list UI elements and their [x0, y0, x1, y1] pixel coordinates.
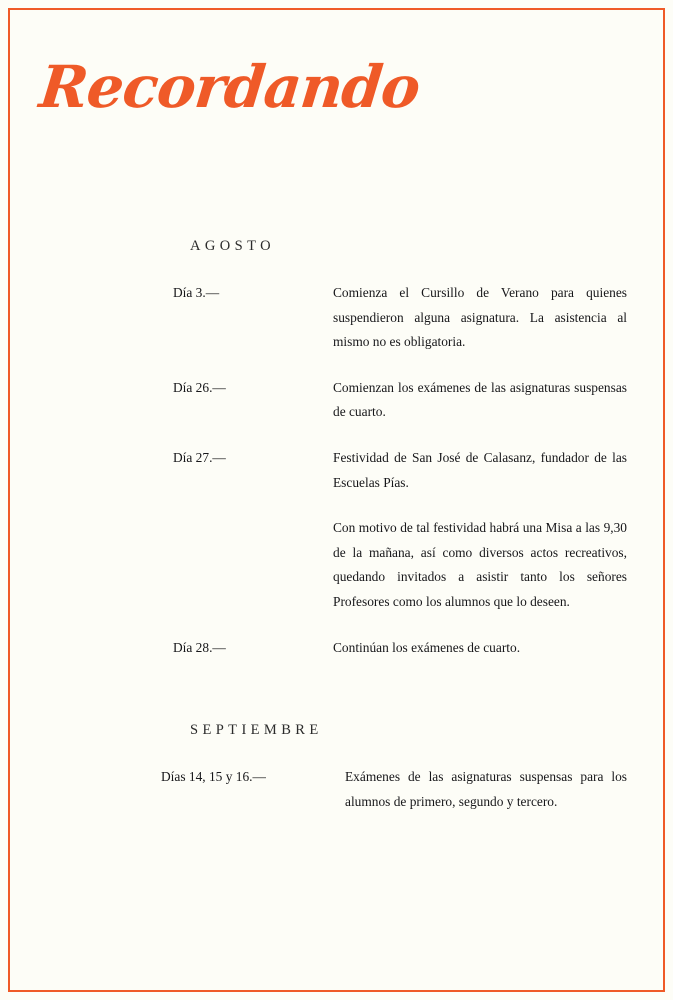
- entry-text: Comienza el Cursillo de Verano para quienes suspendieron alguna asignatura. La asistencia al mismo no es obligatoria.: [333, 285, 627, 350]
- entry-septiembre-14-15-16: [161, 765, 627, 814]
- entry-text: Festividad de San José de Calasanz, fundador de las Escuelas Pías.: [333, 449, 627, 490]
- entry-agosto-26: [173, 376, 627, 425]
- entry-label: Día 28.—: [173, 639, 226, 655]
- calendar-content: [0, 238, 673, 835]
- entry-label: Día 27.—: [173, 449, 226, 465]
- entry-label: Día 3.—: [173, 285, 220, 300]
- month-heading-agosto: AGOSTO: [190, 238, 275, 254]
- entry-text: Comienzan los exámenes de las asignaturas suspensas de cuarto.: [333, 379, 627, 420]
- entry-text: Exámenes de las asignaturas suspensas para los alumnos de primero, segundo y tercero.: [345, 769, 627, 809]
- entry-agosto-27-note: Con motivo de tal festividad habrá una Misa a las 9,30 de la mañana, así como diversos actos recreativos, quedando invitados a asistir tanto los señores Profesores como los alumnos que lo deseen.: [333, 520, 627, 609]
- entry-text: Continúan los exámenes de cuarto.: [333, 639, 521, 655]
- entry-agosto-28: [173, 636, 653, 661]
- entry-agosto-3: [173, 281, 627, 355]
- page-title: Recordando: [36, 53, 423, 121]
- entry-agosto-27: [173, 446, 627, 495]
- month-heading-septiembre: SEPTIEMBRE: [190, 722, 323, 739]
- entry-label: Día 26.—: [173, 379, 226, 395]
- entry-label: Días 14, 15 y 16.—: [161, 769, 266, 785]
